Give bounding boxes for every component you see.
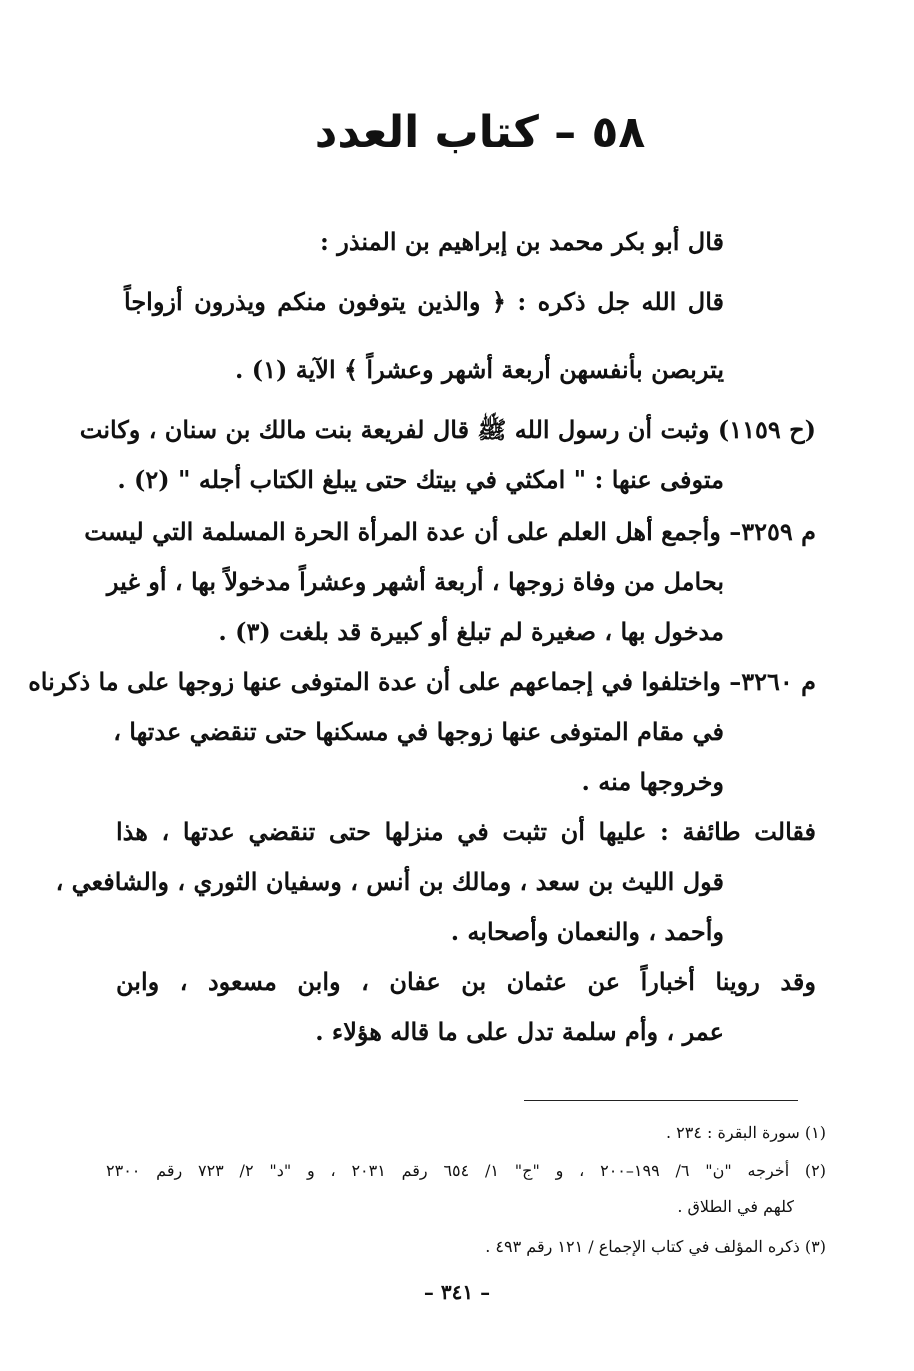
narrations-line-2: عمر ، وأم سلمة تدل على ما قاله هؤلاء . bbox=[315, 1017, 724, 1046]
page-number: – ٣٤١ – bbox=[423, 1280, 491, 1304]
issue-3260-line-3: وخروجها منه . bbox=[581, 767, 724, 796]
issue-3259-line-1: م ٣٢٥٩– وأجمع أهل العلم على أن عدة المرأة الحرة المسلمة التي ليست bbox=[84, 517, 816, 546]
issue-3259-line-2: بحامل من وفاة زوجها ، أربعة أشهر وعشراً مدخولاً بها ، أو غير bbox=[106, 567, 724, 596]
issue-3259-line-3: مدخول بها ، صغيرة لم تبلغ أو كبيرة قد بلغت (٣) . bbox=[218, 617, 724, 646]
issue-3260-line-2: في مقام المتوفى عنها زوجها في مسكنها حتى تنقضي عدتها ، bbox=[113, 717, 724, 746]
quran-verse-line-1: قال الله جل ذكره : ﴿ والذين يتوفون منكم ويذرون أزواجاً bbox=[124, 287, 724, 316]
footnote-2-line-2: كلهم في الطلاق . bbox=[677, 1197, 794, 1216]
footnote-divider bbox=[524, 1100, 798, 1101]
narrator-line: قال أبو بكر محمد بن إبراهيم بن المنذر : bbox=[320, 227, 724, 256]
footnote-2-line-1: (٢) أخرجه "ن" ٦/ ١٩٩–٢٠٠ ، و "ج" ١/ ٦٥٤ رقم ٢٠٣١ ، و "د" ٢/ ٧٢٣ رقم ٢٣٠٠ bbox=[106, 1161, 827, 1180]
chapter-title: ٥٨ – كتاب العدد bbox=[314, 107, 646, 158]
opinion-line-1: فقالت طائفة : عليها أن تثبت في منزلها حتى تنقضي عدتها ، هذا bbox=[116, 817, 816, 846]
hadith-1159-line-2: متوفى عنها : " امكثي في بيتك حتى يبلغ الكتاب أجله " (٢) . bbox=[117, 465, 724, 494]
issue-3260-line-1: م ٣٢٦٠– واختلفوا في إجماعهم على أن عدة المتوفى عنها زوجها على ما ذكرناه bbox=[28, 667, 816, 696]
narrations-line-1: وقد روينا أخباراً عن عثمان بن عفان ، وابن مسعود ، وابن bbox=[116, 967, 816, 996]
opinion-line-3: وأحمد ، والنعمان وأصحابه . bbox=[450, 917, 724, 946]
footnote-3: (٣) ذكره المؤلف في كتاب الإجماع / ١٢١ رقم ٤٩٣ . bbox=[485, 1237, 826, 1256]
hadith-1159-line-1: (ح ١١٥٩) وثبت أن رسول الله ﷺ قال لفريعة بنت مالك بن سنان ، وكانت bbox=[79, 415, 816, 444]
opinion-line-2: قول الليث بن سعد ، ومالك بن أنس ، وسفيان الثوري ، والشافعي ، bbox=[55, 867, 724, 896]
quran-verse-line-2: يتربصن بأنفسهن أربعة أشهر وعشراً ﴾ الآية (١) . bbox=[235, 355, 724, 384]
footnote-1: (١) سورة البقرة : ٢٣٤ . bbox=[665, 1123, 826, 1142]
